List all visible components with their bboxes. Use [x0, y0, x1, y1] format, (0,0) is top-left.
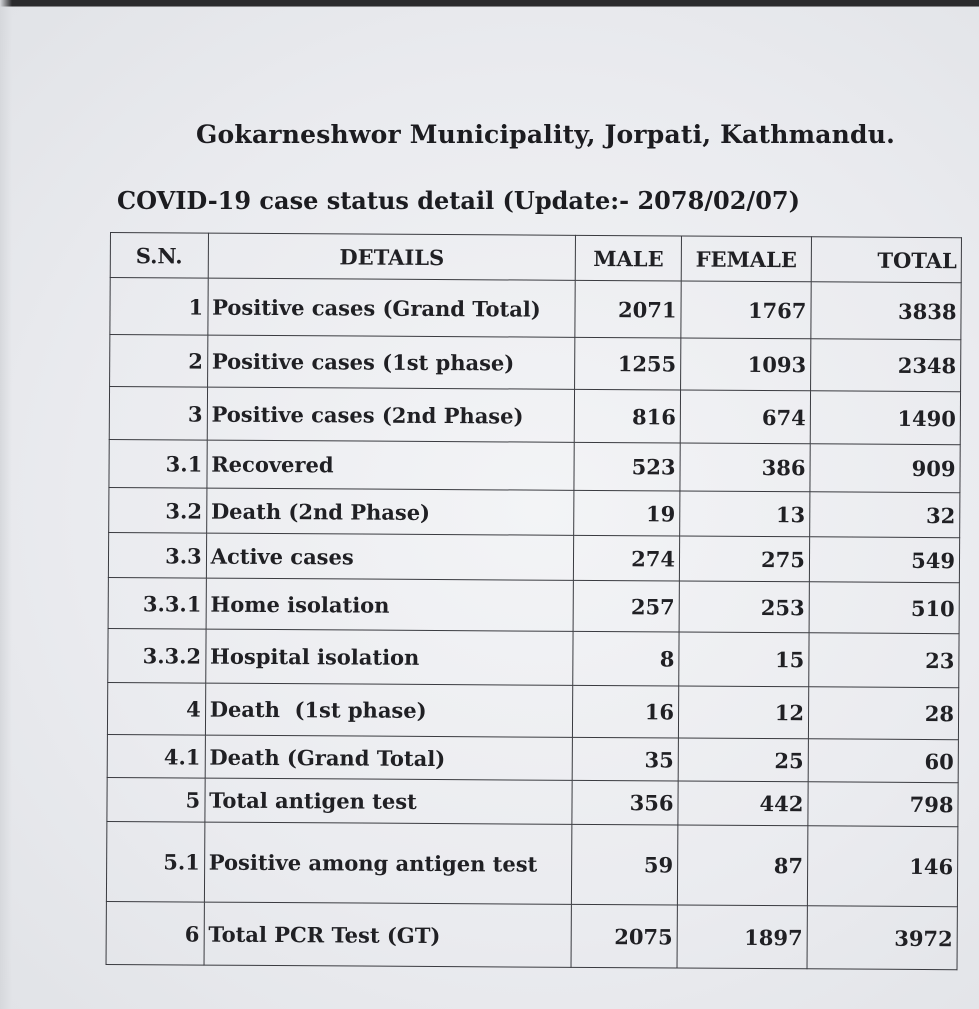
- cell-details: Death (1st phase): [205, 683, 573, 737]
- cell-female: 13: [680, 491, 810, 537]
- cell-total: 3838: [811, 282, 961, 340]
- cell-details: Hospital isolation: [205, 629, 573, 685]
- cell-female: 1897: [677, 905, 807, 969]
- cell-sn: 3: [109, 387, 207, 441]
- table-row: [106, 901, 957, 969]
- cell-female: 1093: [681, 338, 811, 391]
- header-sn: S.N.: [110, 233, 208, 279]
- cell-female: 386: [680, 443, 810, 492]
- cell-male: 16: [573, 685, 679, 738]
- cell-sn: 3.3.2: [108, 628, 206, 683]
- cell-total: 60: [808, 739, 958, 783]
- cell-sn: 3.3.1: [108, 577, 206, 629]
- cell-details: Positive cases (Grand Total): [208, 278, 576, 337]
- cell-female: 15: [679, 632, 809, 687]
- cell-sn: 2: [110, 335, 208, 388]
- cell-male: 356: [572, 780, 678, 825]
- table-row: [109, 487, 960, 537]
- table-row: [108, 577, 959, 633]
- cell-details: Positive among antigen test: [204, 822, 572, 904]
- cell-details: Total antigen test: [205, 778, 573, 824]
- cell-male: 1255: [575, 337, 681, 390]
- header-male: MALE: [575, 235, 681, 281]
- cell-total: 3972: [807, 906, 957, 970]
- cell-female: 25: [678, 738, 808, 782]
- table-row: [109, 439, 960, 492]
- cell-sn: 5: [107, 777, 205, 822]
- cell-sn: 5.1: [106, 821, 204, 902]
- cell-details: Death (2nd Phase): [206, 488, 574, 535]
- table-header-row: [110, 233, 961, 283]
- cell-female: 87: [677, 825, 807, 906]
- cell-male: 8: [573, 631, 679, 686]
- cell-details: Home isolation: [206, 578, 574, 631]
- table-row: [109, 387, 960, 445]
- table-row: [107, 734, 958, 782]
- cell-details: Total PCR Test (GT): [204, 902, 572, 967]
- cell-details: Recovered: [207, 440, 575, 490]
- cell-female: 253: [679, 581, 809, 633]
- table-row: [107, 682, 958, 739]
- cell-female: 442: [678, 781, 808, 826]
- cell-male: 816: [574, 389, 680, 443]
- cell-total: 1490: [810, 391, 960, 445]
- cell-details: Death (Grand Total): [205, 735, 573, 780]
- cell-male: 2071: [575, 280, 681, 338]
- cell-total: 909: [810, 444, 960, 493]
- cell-total: 549: [809, 537, 959, 583]
- cell-male: 523: [574, 442, 680, 491]
- cell-female: 674: [680, 390, 810, 444]
- cell-male: 19: [574, 490, 680, 536]
- table-row: [108, 532, 959, 582]
- cell-details: Active cases: [206, 533, 574, 580]
- cell-male: 2075: [571, 904, 677, 968]
- paper-edge-shadow: [0, 0, 12, 1009]
- table-row: [106, 821, 957, 906]
- cell-male: 274: [574, 535, 680, 581]
- cell-total: 32: [810, 492, 960, 538]
- table-row: [107, 777, 958, 826]
- document-subtitle: COVID-19 case status detail (Update:- 2078/02/07): [117, 186, 800, 215]
- header-total: TOTAL: [811, 237, 961, 283]
- cell-sn: 6: [106, 901, 204, 965]
- cell-male: 257: [573, 580, 679, 632]
- cell-details: Positive cases (2nd Phase): [207, 387, 575, 442]
- cell-details: Positive cases (1st phase): [207, 335, 575, 389]
- document-title: Gokarneshwor Municipality, Jorpati, Kathmandu.: [196, 120, 895, 149]
- cell-male: 35: [572, 737, 678, 781]
- cell-female: 1767: [681, 281, 811, 339]
- cell-total: 2348: [810, 339, 960, 392]
- cell-sn: 4.1: [107, 734, 205, 778]
- table-row: [110, 335, 961, 392]
- header-female: FEMALE: [681, 236, 811, 282]
- case-status-table: [106, 232, 962, 970]
- cell-female: 275: [679, 536, 809, 582]
- cell-sn: 3.2: [109, 487, 207, 533]
- cell-total: 23: [809, 633, 959, 688]
- cell-sn: 4: [107, 682, 205, 735]
- cell-sn: 3.3: [108, 532, 206, 578]
- cell-female: 12: [678, 686, 808, 739]
- cell-total: 28: [808, 687, 958, 740]
- table-row: [108, 628, 959, 687]
- cell-total: 510: [809, 582, 959, 634]
- header-details: DETAILS: [208, 233, 576, 280]
- cell-sn: 3.1: [109, 439, 207, 488]
- cell-male: 59: [572, 824, 678, 905]
- cell-sn: 1: [110, 278, 208, 336]
- cell-total: 146: [807, 826, 958, 907]
- cell-total: 798: [808, 782, 958, 827]
- table-row: [110, 278, 961, 340]
